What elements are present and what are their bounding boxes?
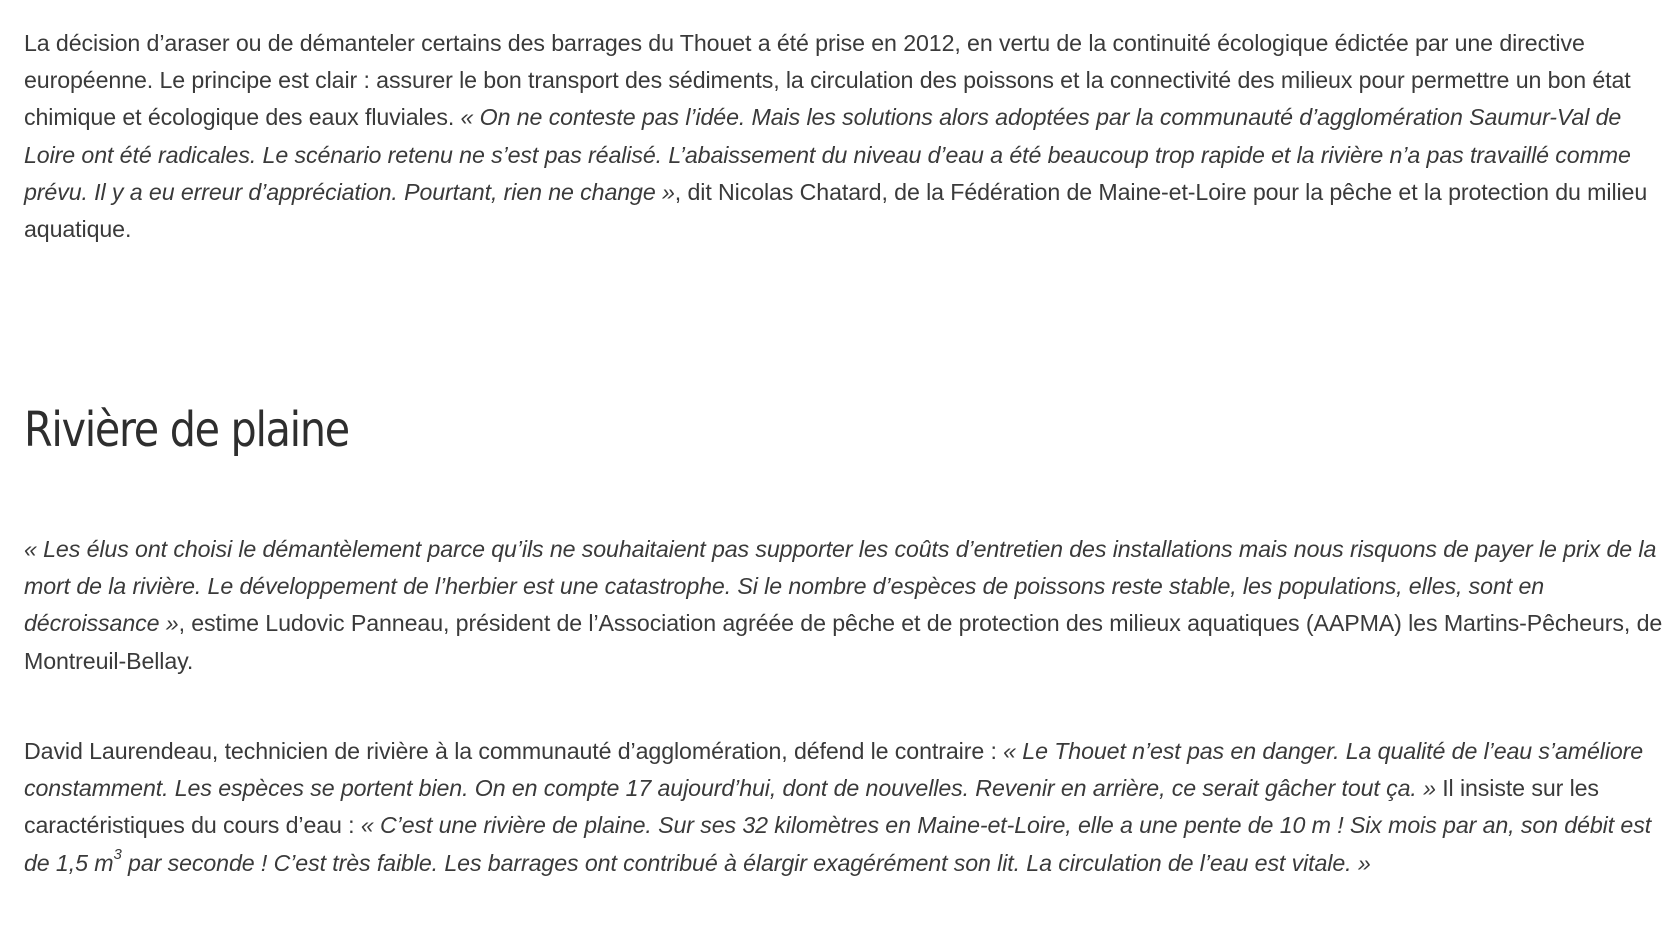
paragraph-3 (24, 733, 1664, 882)
paragraph-3-quote-b-part-2: par seconde ! C’est très faible. Les barrages ont contribué à élargir exagérément son lit. La circulation de l’eau est vitale. » (121, 849, 1371, 876)
paragraph-2-quote: « Les élus ont choisi le démantèlement parce qu’ils ne souhaitaient pas supporter les coûts d’entretien des installations mais nous risquons de payer le prix de la mort de la rivière. Le développement de l’herbier est une catastrophe. Si le nombre d’espèces de poissons reste stable, les populations, elles, sont en décroissance » (24, 536, 1657, 637)
paragraph-3-text-a: David Laurendeau, technicien de rivière à la communauté d’agglomération, défend le contraire : (24, 738, 1004, 764)
paragraph-3-quote-a: « Le Thouet n’est pas en danger. La qualité de l’eau s’améliore constamment. Les espèces se portent bien. On en compte 17 aujourd’hui, dont de nouvelles. Revenir en arrière, ce serait gâcher tout ça. » (24, 738, 1644, 802)
cubic-superscript: 3 (113, 845, 122, 863)
paragraph-1 (24, 25, 1664, 248)
paragraph-1-text-a: La décision d’araser ou de démanteler certains des barrages du Thouet a été prise en 2012, en vertu de la continuité écologique édictée par une directive européenne. Le principe est clair : assurer le bon transport des sédiments, la circulation des poissons et la connectivité des milieux pour permettre un bon état chimique et écologique des eaux fluviales. (24, 30, 1631, 131)
section-heading: Rivière de plaine (24, 402, 349, 458)
paragraph-2 (24, 531, 1664, 680)
paragraph-1-text-b: , dit Nicolas Chatard, de la Fédération de Maine-et-Loire pour la pêche et la protection du milieu aquatique. (24, 178, 1648, 243)
paragraph-1-quote: « On ne conteste pas l’idée. Mais les solutions alors adoptées par la communauté d’agglomération Saumur-Val de Loire ont été radicales. Le scénario retenu ne s’est pas réalisé. L’abaissement du niveau d’eau a été beaucoup trop rapide et la rivière n’a pas travaillé comme prévu. Il y a eu erreur d’appréciation. Pourtant, rien ne change » (24, 104, 1631, 205)
paragraph-3-text-b: Il insiste sur les caractéristiques du cours d’eau : (24, 775, 1599, 839)
paragraph-3-quote-b-part-1: « C’est une rivière de plaine. Sur ses 32 kilomètres en Maine-et-Loire, elle a une pente de 10 m ! Six mois par an, son débit est de 1,5 m (24, 812, 1652, 876)
paragraph-2-text: , estime Ludovic Panneau, président de l’Association agréée de pêche et de protection des milieux aquatiques (AAPMA) les Martins-Pêcheurs, de Montreuil-Bellay. (24, 610, 1663, 674)
